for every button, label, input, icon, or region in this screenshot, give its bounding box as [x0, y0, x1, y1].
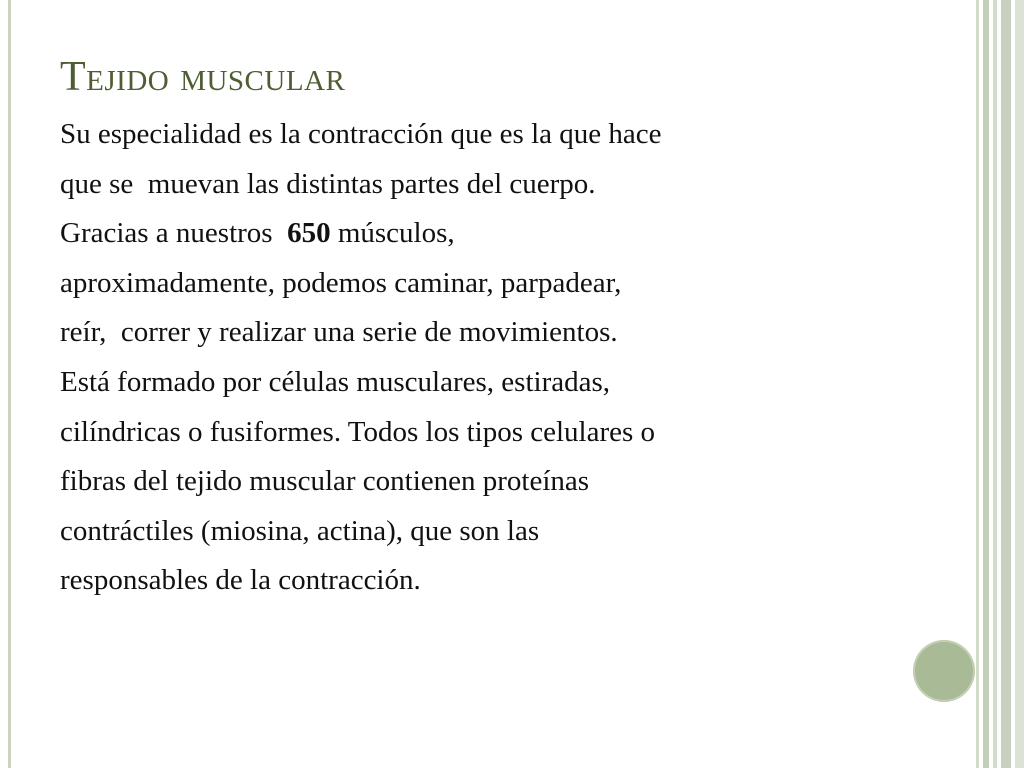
body-line-text: responsables de la contracción. — [60, 564, 421, 597]
stripe — [1015, 0, 1024, 768]
body-line-text: músculos, — [330, 217, 455, 250]
body-line-bold-text: 650 — [287, 217, 331, 250]
body-line-text: reír, correr y realizar una serie de movimientos. — [60, 316, 618, 349]
body-line — [60, 209, 910, 259]
body-line-text: contráctiles (miosina, actina), que son las — [60, 514, 540, 547]
body-line — [60, 556, 910, 606]
stripe — [983, 0, 989, 768]
decorative-circle-icon — [913, 640, 975, 702]
body-line — [60, 408, 910, 458]
body-line — [60, 259, 910, 309]
right-decorative-stripes — [976, 0, 1024, 768]
stripe — [976, 0, 979, 768]
body-line-text: cilíndricas o fusiformes. Todos los tipos celulares o — [60, 415, 656, 448]
slide-title: Tejido muscular — [60, 54, 346, 100]
body-line — [60, 457, 910, 507]
body-line — [60, 308, 910, 358]
body-line-text: Está formado por células musculares, estiradas, — [60, 365, 611, 398]
body-line-text: que se muevan las distintas partes del cuerpo. — [60, 167, 596, 200]
slide-body-text — [60, 110, 910, 606]
body-line-text: Su especialidad es la contracción que es la que hace — [60, 118, 662, 150]
left-decorative-border — [8, 0, 11, 768]
body-line — [60, 358, 910, 408]
body-line-text: fibras del tejido muscular contienen proteínas — [60, 465, 590, 498]
stripe — [993, 0, 997, 768]
body-line-text: Gracias a nuestros — [60, 217, 288, 250]
body-line — [60, 110, 910, 160]
body-line — [60, 160, 910, 210]
body-line — [60, 507, 910, 557]
stripe — [1001, 0, 1011, 768]
body-line-text: aproximadamente, podemos caminar, parpadear, — [60, 266, 622, 299]
